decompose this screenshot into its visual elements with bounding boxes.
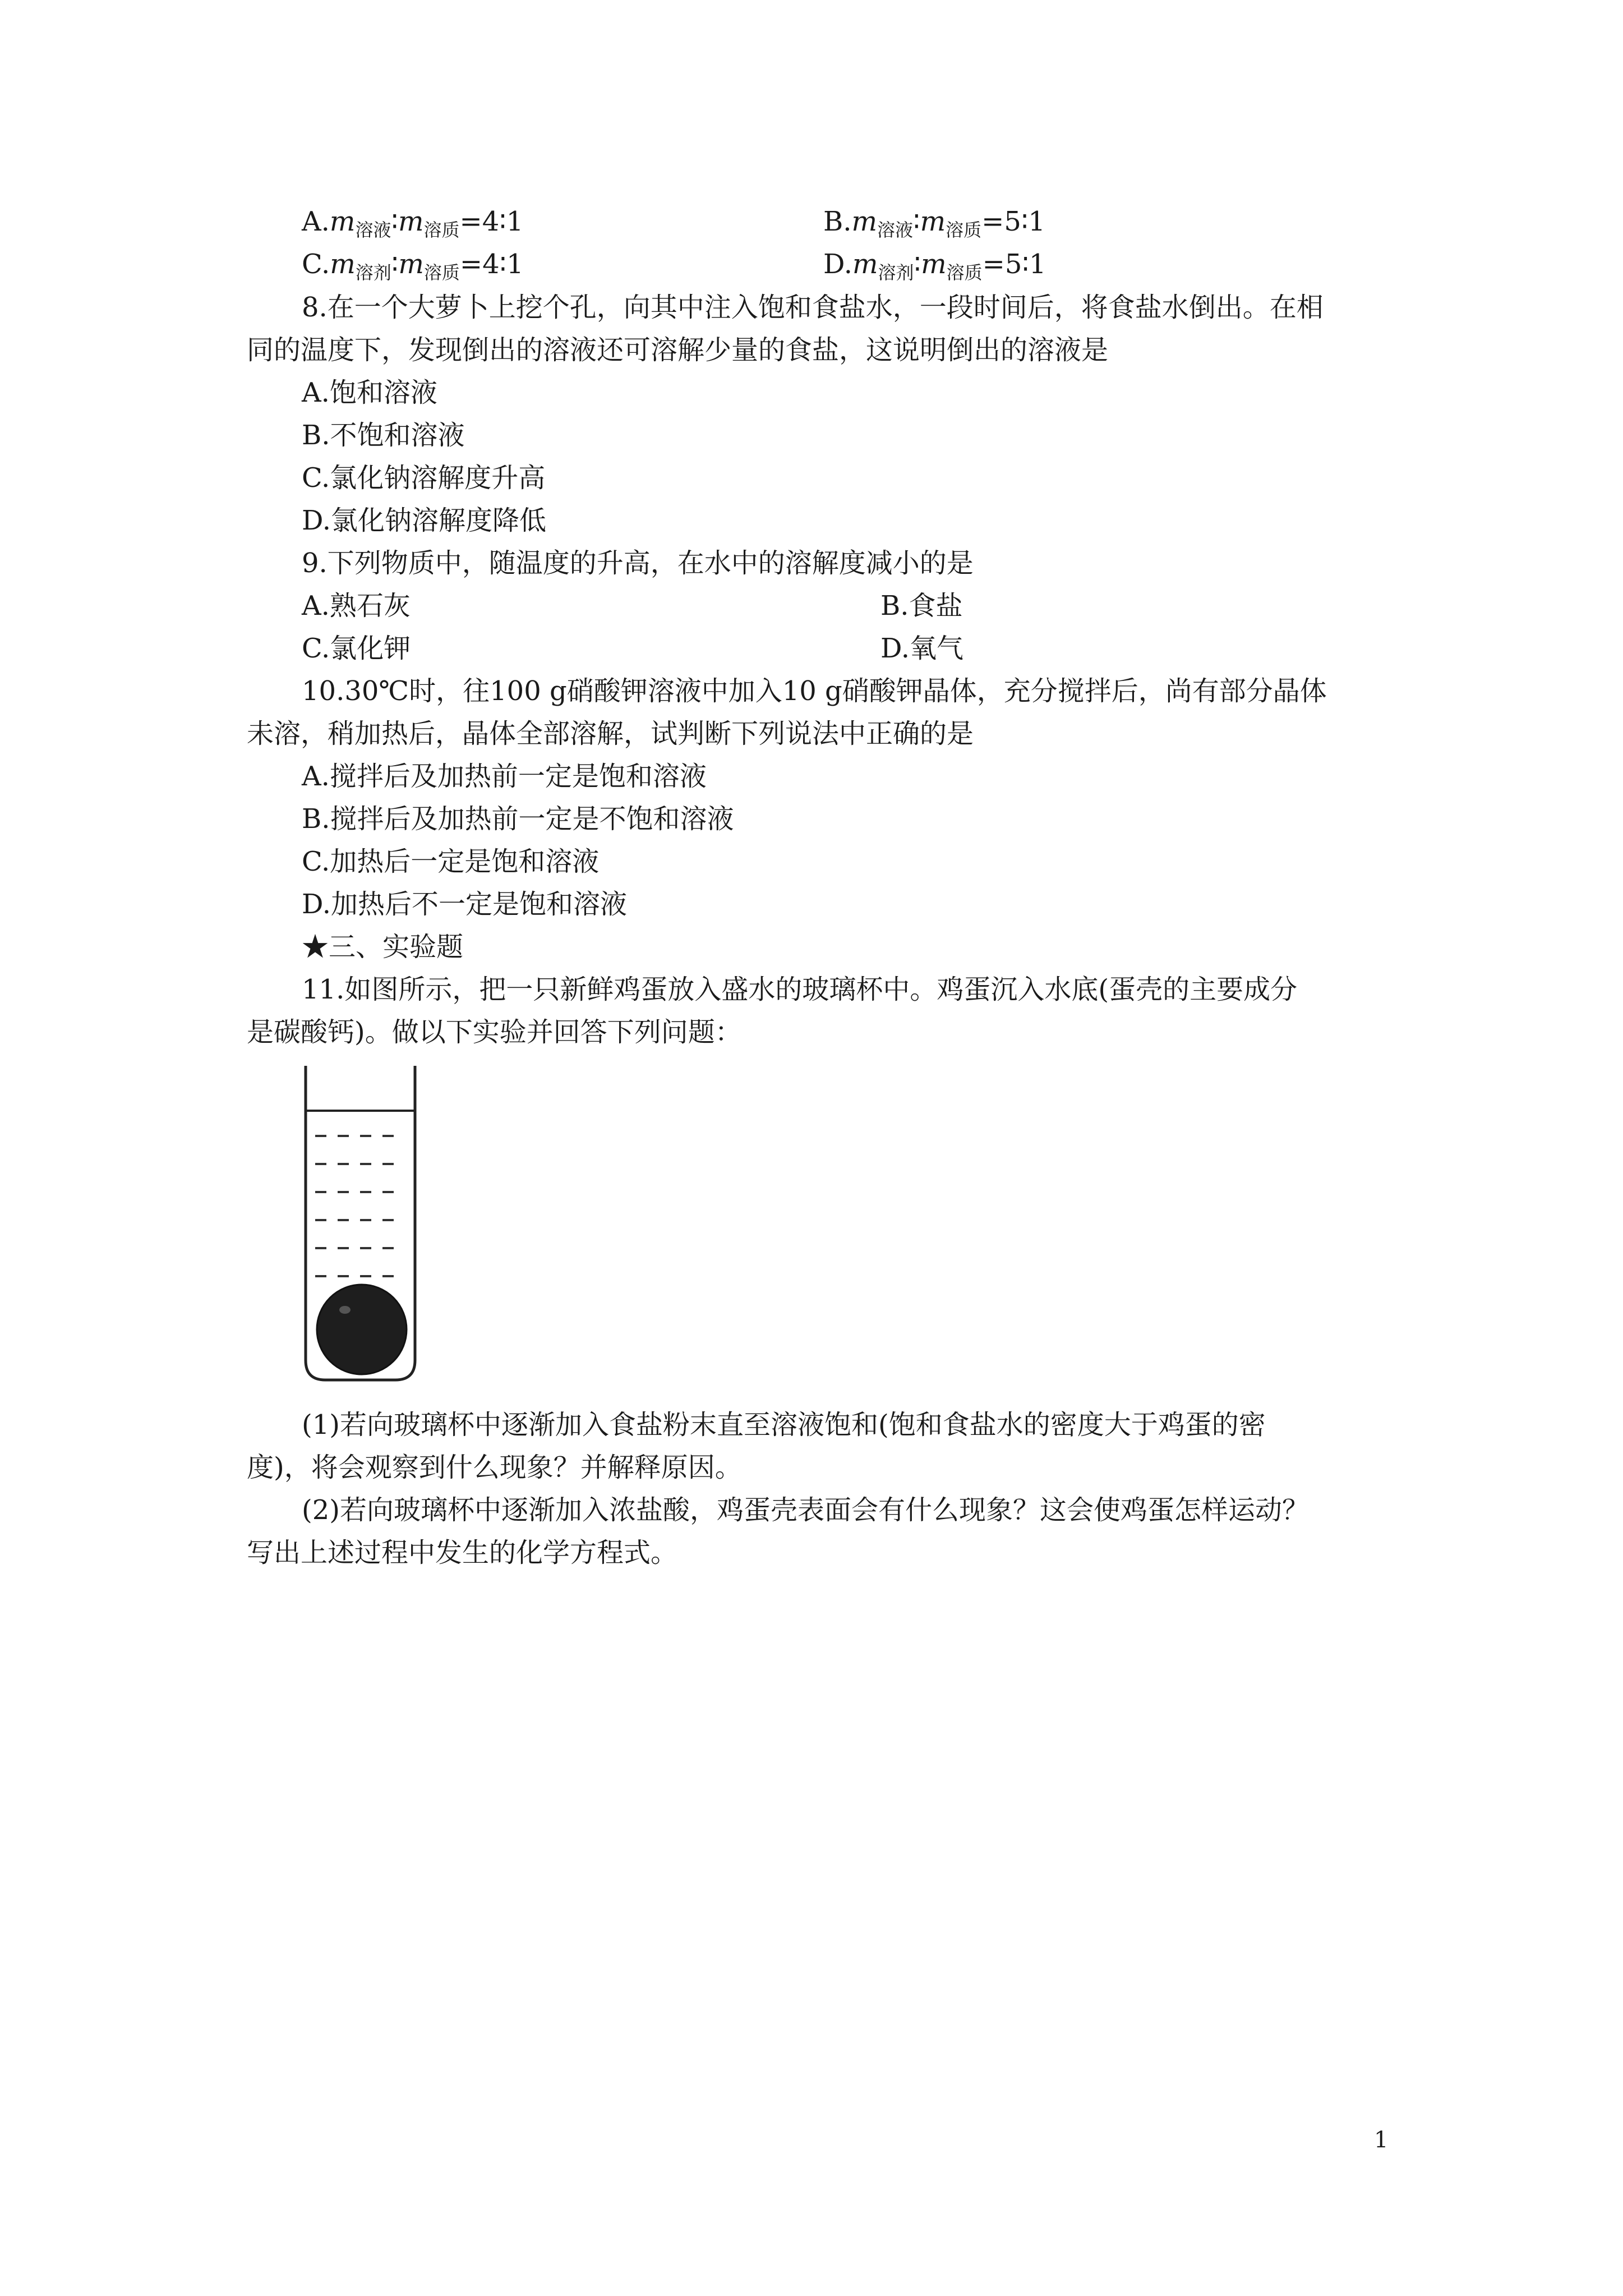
- q8-stem-line2: 同的温度下，发现倒出的溶液还可溶解少量的食盐，这说明倒出的溶液是: [247, 334, 1109, 366]
- q7-option-c-m2: m: [398, 249, 424, 280]
- q7-option-b-letter: B.: [823, 206, 852, 237]
- q7-option-c-colon: ∶: [391, 249, 399, 280]
- egg-shape: [317, 1285, 407, 1374]
- q7-option-a-sub1: 溶液: [355, 219, 391, 241]
- q10-option-a: A.搅拌后及加热前一定是饱和溶液: [302, 761, 707, 792]
- q7-option-b: [823, 205, 1045, 241]
- q7-option-b-m2: m: [920, 206, 946, 237]
- q7-option-a-m1: m: [329, 206, 356, 237]
- water-dashes: [315, 1136, 394, 1276]
- q7-option-d-m1: m: [852, 249, 878, 280]
- q10-option-c: C.加热后一定是饱和溶液: [302, 846, 600, 877]
- q11-stem-line1: 11.如图所示，把一只新鲜鸡蛋放入盛水的玻璃杯中。鸡蛋沉入水底(蛋壳的主要成分: [302, 974, 1298, 1005]
- q7-option-a-m2: m: [398, 206, 424, 237]
- q7-option-b-ratio: =5∶1: [981, 206, 1045, 237]
- q10-option-d: D.加热后不一定是饱和溶液: [302, 889, 628, 920]
- q11-sub1-line1: (1)若向玻璃杯中逐渐加入食盐粉末直至溶液饱和(饱和食盐水的密度大于鸡蛋的密: [302, 1409, 1266, 1441]
- q11-stem-line2: 是碳酸钙)。做以下实验并回答下列问题：: [247, 1016, 742, 1048]
- q7-option-d-colon: ∶: [914, 249, 921, 280]
- q8-option-b: B.不饱和溶液: [302, 420, 465, 451]
- egg-highlight: [339, 1306, 351, 1314]
- q8-stem-line1: 8.在一个大萝卜上挖个孔，向其中注入饱和食盐水，一段时间后，将食盐水倒出。在相: [302, 292, 1324, 323]
- q7-option-d: [823, 247, 1046, 284]
- q7-option-d-sub2: 溶质: [946, 262, 983, 283]
- q7-option-c-ratio: =4∶1: [459, 249, 524, 280]
- q8-option-c: C.氯化钠溶解度升高: [302, 462, 546, 494]
- q7-option-b-colon: ∶: [913, 206, 920, 237]
- q7-option-b-sub2: 溶质: [946, 219, 982, 241]
- glass-with-egg-figure: [297, 1063, 426, 1383]
- q11-sub2-line2: 写出上述过程中发生的化学方程式。: [247, 1537, 678, 1568]
- q7-option-c-sub1: 溶剂: [355, 262, 391, 283]
- glass-with-egg-drawing: [297, 1063, 426, 1383]
- page-number: 1: [1374, 2127, 1389, 2153]
- q7-option-b-sub1: 溶液: [877, 219, 914, 241]
- q7-option-c-sub2: 溶质: [423, 262, 460, 283]
- q9-option-a: A.熟石灰: [302, 590, 411, 622]
- section-heading-experiment: ★三、实验题: [302, 931, 464, 963]
- q7-option-d-ratio: =5∶1: [982, 249, 1046, 280]
- q7-option-a-letter: A.: [302, 206, 330, 237]
- q9-option-c: C.氯化钾: [302, 633, 411, 664]
- q7-option-a: [302, 205, 523, 241]
- q11-sub2-line1: (2)若向玻璃杯中逐渐加入浓盐酸，鸡蛋壳表面会有什么现象？这会使鸡蛋怎样运动？: [302, 1494, 1309, 1526]
- q7-option-d-m2: m: [921, 249, 947, 280]
- q8-option-d: D.氯化钠溶解度降低: [302, 505, 547, 536]
- q7-option-c: [302, 247, 524, 284]
- q7-option-a-sub2: 溶质: [423, 219, 460, 241]
- q7-option-d-sub1: 溶剂: [878, 262, 914, 283]
- q7-option-d-letter: D.: [823, 249, 853, 280]
- q7-option-a-colon: ∶: [391, 206, 398, 237]
- q9-option-b: B.食盐: [880, 590, 963, 622]
- q9-option-d: D.氧气: [880, 633, 964, 664]
- q10-option-b: B.搅拌后及加热前一定是不饱和溶液: [302, 803, 734, 835]
- q11-sub1-line2: 度)，将会观察到什么现象？并解释原因。: [247, 1452, 742, 1483]
- q7-option-c-letter: C.: [302, 249, 330, 280]
- q9-stem: 9.下列物质中，随温度的升高，在水中的溶解度减小的是: [302, 547, 974, 579]
- q7-option-c-m1: m: [330, 249, 356, 280]
- q10-stem-line1: 10.30℃时，往100 g硝酸钾溶液中加入10 g硝酸钾晶体，充分搅拌后，尚有部分晶体: [302, 675, 1327, 707]
- q7-option-a-ratio: =4∶1: [459, 206, 524, 237]
- q10-stem-line2: 未溶，稍加热后，晶体全部溶解，试判断下列说法中正确的是: [247, 718, 974, 749]
- q7-option-b-m1: m: [851, 206, 878, 237]
- q8-option-a: A.饱和溶液: [302, 377, 437, 408]
